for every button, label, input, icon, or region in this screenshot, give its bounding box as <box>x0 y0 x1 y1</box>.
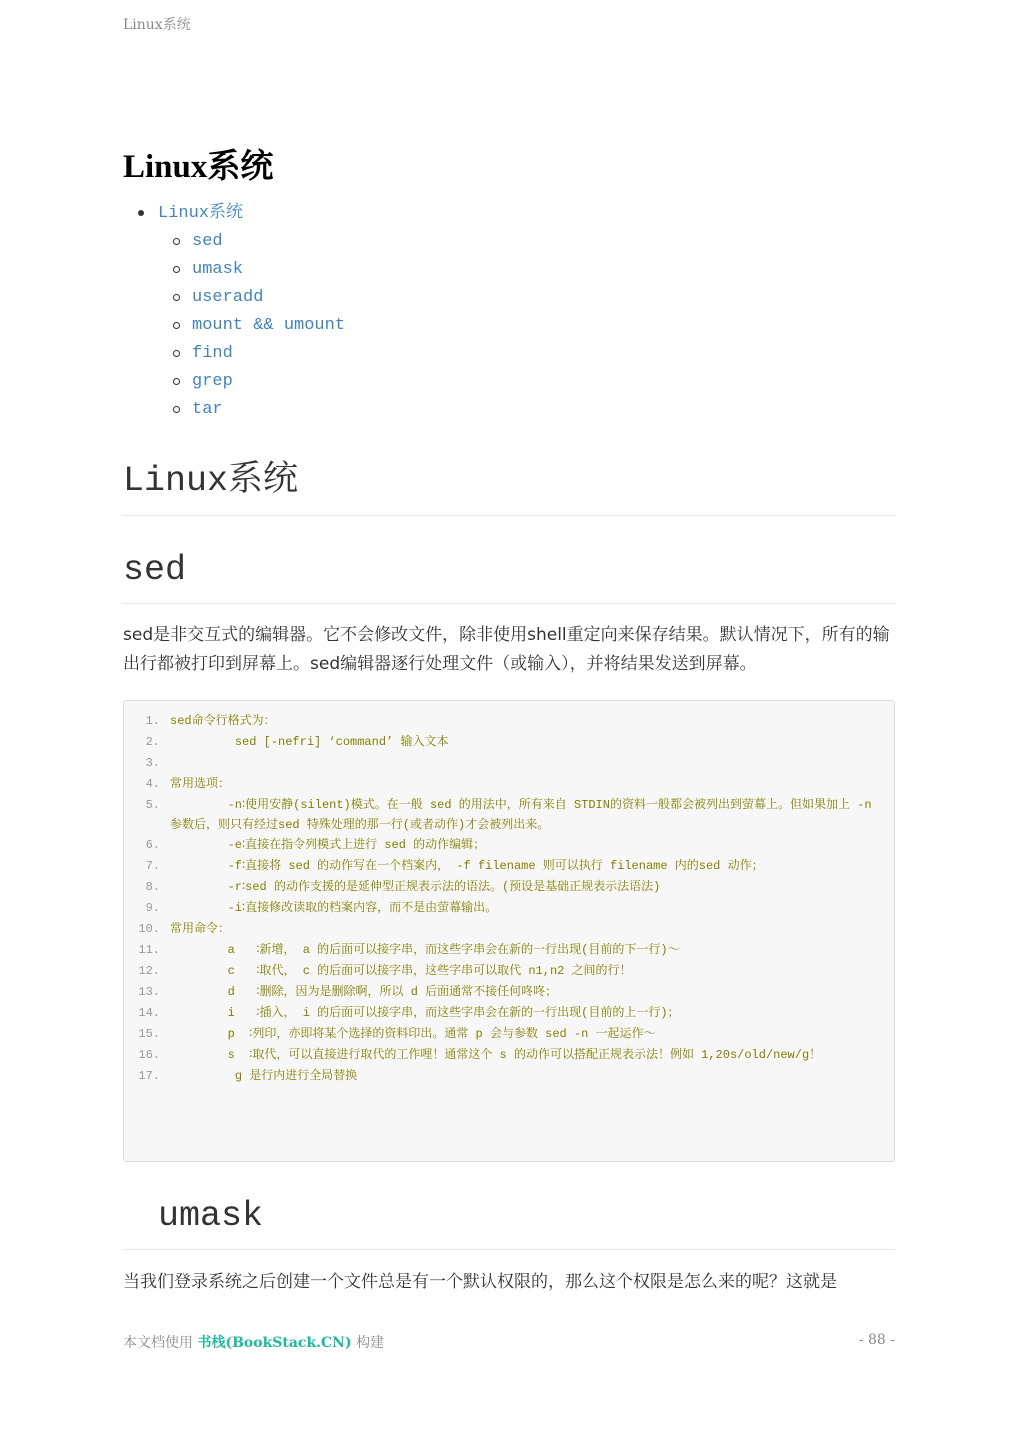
code-block <box>123 700 895 1162</box>
code-line <box>124 856 882 877</box>
toc-sublist <box>158 228 345 424</box>
code-text: 常用选项： <box>170 777 231 791</box>
line-number: 3. <box>145 756 160 770</box>
line-number: 11. <box>138 943 160 957</box>
code-text: sed [-nefri] ‘command’ 输入文本 <box>170 735 449 749</box>
running-header: Linux系统 <box>123 17 191 33</box>
bookstack-link[interactable]: 书栈(BookStack.CN) <box>197 1335 352 1351</box>
line-number: 14. <box>138 1006 160 1020</box>
toc-item <box>158 312 345 340</box>
line-number: 13. <box>138 985 160 999</box>
document-title: Linux系统 <box>123 149 274 185</box>
code-text: s ∶取代，可以直接进行取代的工作哩！通常这个 s 的动作可以搭配正规表示法！例如 1,20s/old/new/g！ <box>170 1048 822 1062</box>
toc-link-linux[interactable]: Linux系统 <box>158 204 244 223</box>
toc-link-mount[interactable]: mount && umount <box>192 316 346 335</box>
code-text: g 是行内进行全局替换 <box>170 1069 358 1083</box>
code-line <box>124 1045 882 1066</box>
toc-link-umask[interactable]: umask <box>192 260 244 279</box>
code-line <box>124 1003 882 1024</box>
code-text: -e∶直接在指令列模式上进行 sed 的动作编辑； <box>170 838 486 852</box>
line-number: 16. <box>138 1048 160 1062</box>
code-line <box>124 753 882 774</box>
toc-item <box>158 284 345 312</box>
code-line <box>124 877 882 898</box>
code-line <box>124 898 882 919</box>
code-line <box>124 919 882 940</box>
line-number: 9. <box>145 901 160 915</box>
section-heading-linux: Linux系统 <box>123 458 895 516</box>
line-number: 1. <box>145 714 160 728</box>
sed-paragraph: sed是非交互式的编辑器。它不会修改文件，除非使用shell重定向来保存结果。默认情况下，所有的输出行都被打印到屏幕上。sed编辑器逐行处理文件（或输入），并将结果发送到屏幕。 <box>123 625 890 674</box>
line-number: 12. <box>138 964 160 978</box>
line-number: 7. <box>145 859 160 873</box>
toc-link-tar[interactable]: tar <box>192 400 223 419</box>
line-number: 4. <box>145 777 160 791</box>
line-number: 8. <box>145 880 160 894</box>
line-number: 2. <box>145 735 160 749</box>
code-text: i ∶插入， i 的后面可以接字串，而这些字串会在新的一行出现(目前的上一行)； <box>170 1006 680 1020</box>
page-number: - 88 - <box>858 1332 895 1348</box>
footer-suffix: 构建 <box>356 1335 385 1351</box>
section-heading-sed: sed <box>123 548 895 604</box>
code-text: -i∶直接修改读取的档案内容，而不是由萤幕输出。 <box>170 901 498 915</box>
toc-item-root <box>123 200 345 424</box>
code-text: c ∶取代， c 的后面可以接字串，这些字串可以取代 n1,n2 之间的行！ <box>170 964 632 978</box>
code-line <box>124 982 882 1003</box>
code-text: sed命令行格式为： <box>170 714 276 728</box>
code-line <box>124 795 882 835</box>
toc-link-useradd[interactable]: useradd <box>192 288 264 307</box>
code-text: -f∶直接将 sed 的动作写在一个档案内， -f filename 则可以执行 filename 内的sed 动作； <box>170 859 764 873</box>
umask-paragraph: 当我们登录系统之后创建一个文件总是有一个默认权限的，那么这个权限是怎么来的呢？这就是 <box>123 1272 837 1292</box>
toc-item <box>158 396 345 424</box>
toc-link-grep[interactable]: grep <box>192 372 233 391</box>
toc-link-find[interactable]: find <box>192 344 233 363</box>
code-line <box>124 732 882 753</box>
code-line <box>124 940 882 961</box>
line-number: 17. <box>138 1069 160 1083</box>
toc-item <box>158 368 345 396</box>
code-text: a ∶新增， a 的后面可以接字串，而这些字串会在新的一行出现(目前的下一行)～ <box>170 943 680 957</box>
code-line <box>124 1024 882 1045</box>
footer-credit <box>123 1332 384 1352</box>
line-number: 10. <box>138 922 160 936</box>
toc-item <box>158 228 345 256</box>
section-heading-umask: umask <box>123 1194 895 1250</box>
toc-link-sed[interactable]: sed <box>192 232 223 251</box>
code-text: 常用命令： <box>170 922 231 936</box>
code-text: -r∶sed 的动作支援的是延伸型正规表示法的语法。(预设是基础正规表示法语法) <box>170 880 661 894</box>
table-of-contents <box>123 200 345 424</box>
code-text: p ∶列印，亦即将某个选择的资料印出。通常 p 会与参数 sed -n 一起运作～ <box>170 1027 656 1041</box>
toc-item <box>158 340 345 368</box>
code-line <box>124 961 882 982</box>
code-line <box>124 774 882 795</box>
code-line <box>124 1066 882 1087</box>
code-text <box>170 753 882 774</box>
code-line <box>124 711 882 732</box>
footer-prefix: 本文档使用 <box>123 1335 193 1351</box>
line-number: 5. <box>145 798 160 812</box>
line-number: 6. <box>145 838 160 852</box>
line-number: 15. <box>138 1027 160 1041</box>
code-text: d ∶删除，因为是删除啊，所以 d 后面通常不接任何咚咚； <box>170 985 558 999</box>
code-line <box>124 835 882 856</box>
code-text: -n∶使用安静(silent)模式。在一般 sed 的用法中，所有来自 STDIN的资料一般都会被列出到萤幕上。但如果加上 -n 参数后，则只有经过sed 特殊处理的那一行(或者动作)才会被列出来。 <box>170 798 879 832</box>
toc-item <box>158 256 345 284</box>
